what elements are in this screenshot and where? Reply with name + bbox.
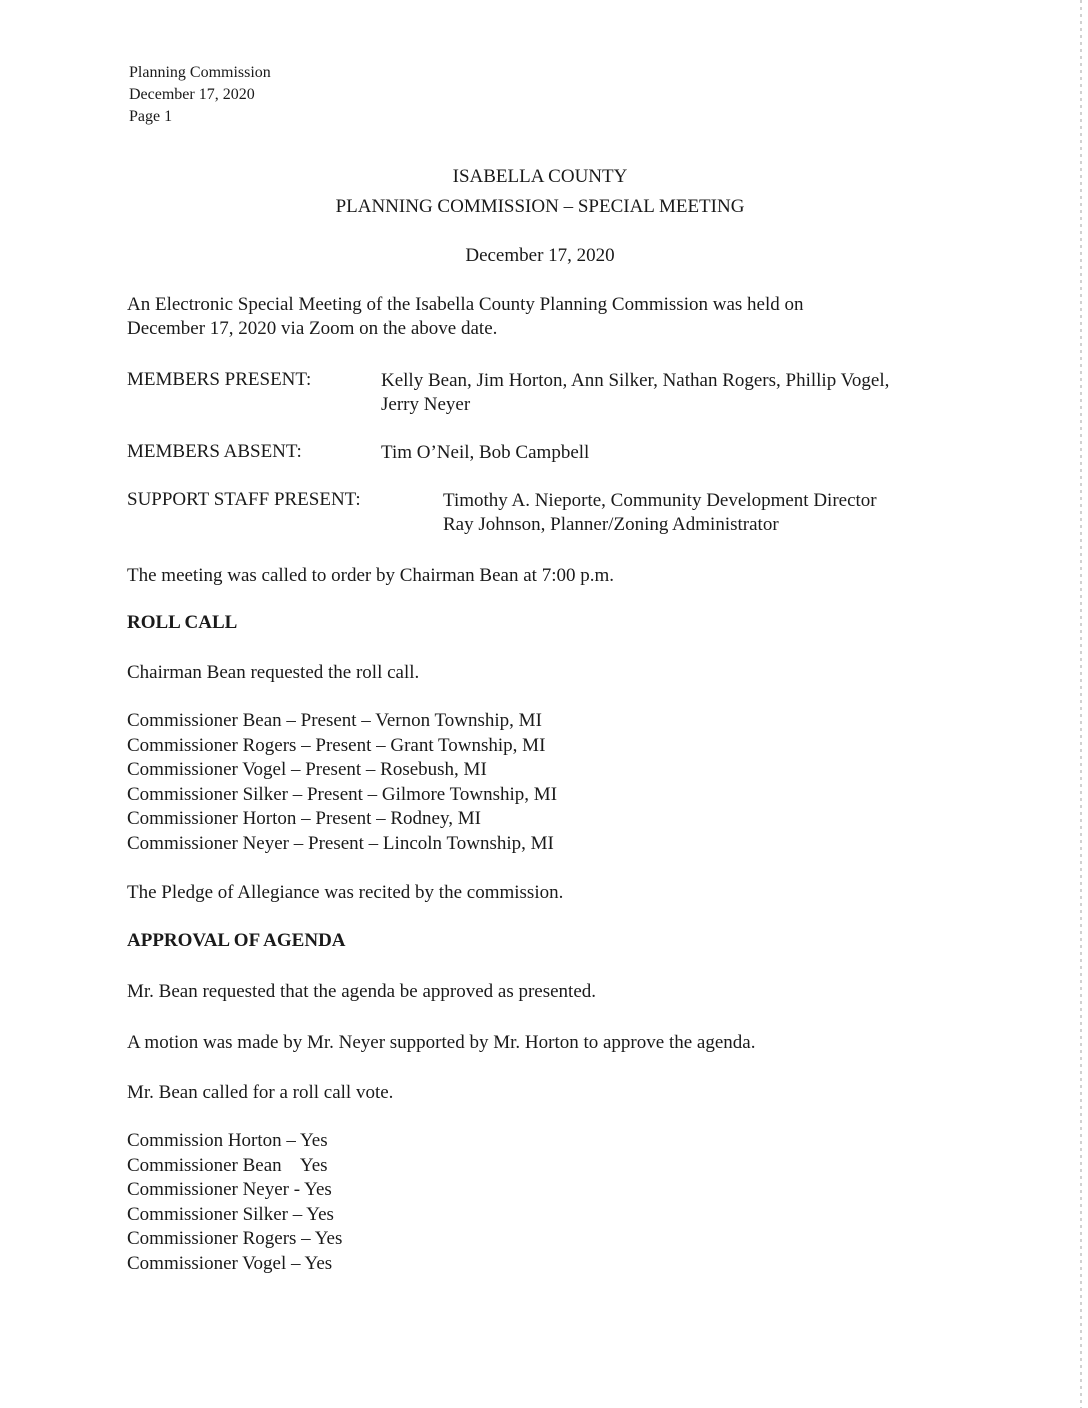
support-staff-line-2: Ray Johnson, Planner/Zoning Administrator bbox=[443, 514, 779, 535]
list-item: Commissioner Rogers – Present – Grant Township, MI bbox=[127, 734, 546, 756]
members-present-label: MEMBERS PRESENT: bbox=[127, 369, 312, 390]
list-item: Commissioner Neyer – Present – Lincoln Township, MI bbox=[127, 832, 554, 854]
list-item: Commissioner Horton – Present – Rodney, MI bbox=[127, 808, 481, 829]
call-to-order: The meeting was called to order by Chairman Bean at 7:00 p.m. bbox=[127, 565, 614, 586]
running-header-title: Planning Commission bbox=[129, 64, 271, 81]
agenda-motion: A motion was made by Mr. Neyer supported by Mr. Horton to approve the agenda. bbox=[127, 1032, 756, 1053]
members-present-line-1: Kelly Bean, Jim Horton, Ann Silker, Nathan Rogers, Phillip Vogel, bbox=[381, 370, 890, 391]
list-item: Commissioner Vogel – Yes bbox=[127, 1252, 333, 1274]
title-county: ISABELLA COUNTY bbox=[452, 166, 628, 187]
title-date: December 17, 2020 bbox=[465, 245, 615, 266]
members-absent-value: Tim O’Neil, Bob Campbell bbox=[381, 442, 590, 463]
running-header bbox=[129, 62, 271, 128]
vote-list bbox=[127, 1129, 342, 1276]
intro-line-1: An Electronic Special Meeting of the Isabella County Planning Commission was held on bbox=[127, 294, 804, 315]
members-absent-label: MEMBERS ABSENT: bbox=[127, 441, 302, 462]
running-header-page: Page 1 bbox=[129, 108, 173, 125]
intro-paragraph bbox=[127, 293, 804, 341]
scan-edge-artifact bbox=[1080, 0, 1082, 1408]
support-staff-value bbox=[443, 489, 877, 537]
list-item: Commissioner Bean – Present – Vernon Township, MI bbox=[127, 710, 542, 731]
support-staff-label: SUPPORT STAFF PRESENT: bbox=[127, 489, 361, 510]
list-item: Commission Horton – Yes bbox=[127, 1130, 328, 1151]
running-header-date: December 17, 2020 bbox=[129, 86, 255, 103]
roll-call-request: Chairman Bean requested the roll call. bbox=[127, 662, 420, 683]
agenda-request: Mr. Bean requested that the agenda be approved as presented. bbox=[127, 981, 597, 1002]
members-present-value bbox=[381, 369, 889, 417]
members-present-line-2: Jerry Neyer bbox=[381, 394, 471, 415]
list-item: Commissioner Silker – Present – Gilmore Township, MI bbox=[127, 783, 558, 805]
title-meeting: PLANNING COMMISSION – SPECIAL MEETING bbox=[335, 196, 745, 217]
list-item: Commissioner Silker – Yes bbox=[127, 1203, 334, 1225]
list-item: Commissioner Bean Yes bbox=[127, 1154, 328, 1176]
approval-of-agenda-heading: APPROVAL OF AGENDA bbox=[127, 930, 346, 951]
vote-call: Mr. Bean called for a roll call vote. bbox=[127, 1082, 394, 1103]
roll-call-list bbox=[127, 709, 557, 856]
list-item: Commissioner Rogers – Yes bbox=[127, 1228, 343, 1249]
list-item: Commissioner Neyer - Yes bbox=[127, 1179, 332, 1200]
roll-call-heading: ROLL CALL bbox=[127, 612, 238, 633]
intro-line-2: December 17, 2020 via Zoom on the above date. bbox=[127, 318, 498, 339]
list-item: Commissioner Vogel – Present – Rosebush, MI bbox=[127, 759, 487, 780]
pledge-statement: The Pledge of Allegiance was recited by the commission. bbox=[127, 882, 564, 903]
support-staff-line-1: Timothy A. Nieporte, Community Development Director bbox=[443, 490, 877, 511]
